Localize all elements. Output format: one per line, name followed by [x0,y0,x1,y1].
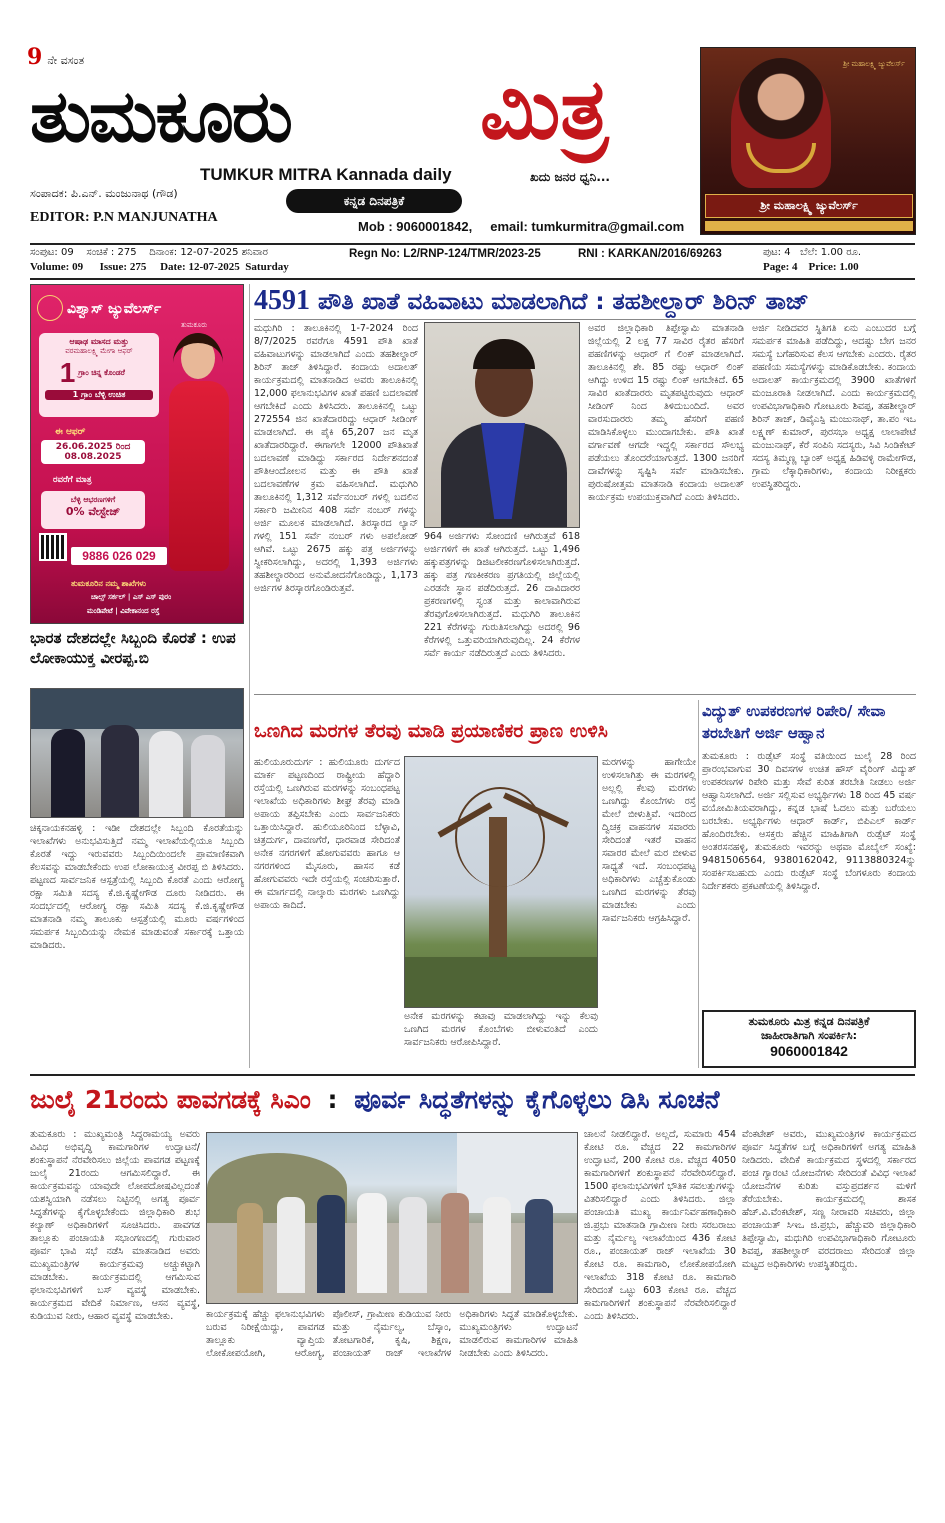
edition-badge [27,44,84,70]
vishwas-city: ತುಮಕೂರು [181,321,208,329]
story4-headline: ವಿದ್ಯುತ್ ಉಪಕರಣಗಳ ರಿಪೇರಿ/ ಸೇವಾ ತರಬೇತಿಗೆ ಅರ್ಜಿ ಆಹ್ವಾನ [702,702,886,742]
story5-headline [30,1078,915,1122]
dry-tree-photo [404,756,598,1008]
story1-photo-caption: 964 ಅರ್ಜಿಗಳು ಸೋಂದಣಿ ಆಗಿರುತ್ತವೆ 618 ಅರ್ಜಿಗಳಿಗೆ ಈ ಖಾತೆ ಆಗಿರುತ್ತದೆ. ಒಟ್ಟು 1,496 ಹಕ್ಕುಪತ್ರಗಳನ್ನು ಡಿಜಿಟಲೀಕರಣಗೊಳಿಸಲಾಗಿರುತ್ತದೆ. ಹಕ್ಕು ಪತ್ರ ಗಣಕೀಕರಣ ಪ್ರಗತಿಯಲ್ಲಿ ಜಿಲ್ಲೆಯಲ್ಲಿ ಎರಡನೇ ಸ್ಥಾನ ಪಡೆದಿರುತ್ತದೆ. 26 ದಾವಿದಾರರ ಪ್ರಕರಣಗಳಲ್ಲಿ ಸ್ವಂತ ಮತ್ತು ಕಾಲಾವಾಗಿರುವ ತೆರವುಗೊಳಿಸಲಾಗಿರುತ್ತದೆ. ಮಧುಗಿರಿ ತಾಲೂಕಿನ 221 ಕೆರೆಗಳನ್ನು ಗುರುತಿಸಲಾಗಿದ್ದು ಅದರಲ್ಲಿ 96 ಕೆರೆಗಳಲ್ಲಿ ಒತ್ತುವರಿಯಾಗಿರುವುದಿಲ್ಲ. 24 ಕೆರೆಗಳ ಸರ್ವೆ ಕಾರ್ಯ ನಡೆದಿರುತ್ತದೆ ಎಂದು ತಿಳಿಸಿದರು. [424,531,580,659]
offer-line-3: ಗ್ರಾಂ ಚಿನ್ನ ಕೊಂಡರೆ [78,368,125,377]
shirin-taj-photo [424,322,580,528]
contact-line: Mob : 9060001842, email: tumkurmitra@gmail.com [358,219,685,234]
jewellery-brand: ಶ್ರೀ ಮಹಾಲಕ್ಷ್ಮಿ ಜ್ಯುವೆಲರ್ಸ್ [705,194,913,218]
english-name: TUMKUR MITRA Kannada daily [200,165,452,184]
vishwas-phone: 9886 026 029 [71,547,167,565]
edition-number: 9 [27,44,43,70]
story-divider [254,694,916,695]
wastage-label: 0% ವೇಸ್ಟೇಜ್ [65,505,121,518]
vishwas-ad [30,284,244,624]
vishwas-brand-text: ವಿಶ್ವಾಸ್ ಜ್ಯುವೆಲರ್ಸ್ [67,301,162,317]
model-figure [159,333,239,573]
offer-label: ಈ ಆಫರ್ [55,427,86,437]
story5-headline-sep: : [327,1085,338,1114]
column-rule-2 [698,700,699,1068]
story1-col-1: ಮಧುಗಿರಿ : ತಾಲೂಕಿನಲ್ಲಿ 1-7-2024 ರಿಂದ 8/7/2025 ರವರೆಗೂ 4591 ಪೌತಿ ಖಾತೆ ವಹಿವಾಟುಗಳನ್ನು ಮಾಡಲಾಗಿದೆ ಎಂದು ತಹಶೀಲ್ದಾರ್ ಶಿರಿನ್ ತಾಜ್ ತಿಳಿಸಿದ್ದಾರೆ. ಕಂದಾಯ ಅದಾಲತ್ ಕಾರ್ಯಕ್ರಮದಲ್ಲಿ ಮಾತನಾಡಿದ ಅವರು ತಾಲೂಕಿನಲ್ಲಿ 12,000 ಫಲಾನುಭವಿಗಳ ಖಾತೆ ಪಹಣಿ ಬದಲಾವಣೆ ಆಗಬೇಕಿದೆ ಎಂದು ತಿಳಿಸಿದರು. ತಾಲೂಕಿನಲ್ಲಿ ಒಟ್ಟು 272554 ಜಿನ ಖಾತೆದಾರರಿದ್ದು ಆಧಾರ್ ಸೀಡಿಂಗ್ ಮಾಡಲಾಗಿದೆ. ಈ ಪೈಕಿ 65,207 ಜನ ಮೃತ ಖಾತೆದಾರರಿದ್ದಾರೆ. ಈಗಾಗಲೇ 12000 ಪೌತಿಖಾತೆ ಬದಲಾವಣೆ ಮಾಡಿದ್ದು ಸರ್ಕಾರದ ನಿರ್ದೇಶನದಂತೆ ಪೌತಿಆಂದೋಲನ ಮತ್ತು ಈ ಪೌತಿ ಖಾತೆ ಬದಲಾವಣೆಗಳ ಕ್ರಮ ವಹಿಸಲಾಗಿದೆ. ಮಧುಗಿರಿ ತಾಲೂಕಿನಲ್ಲಿ 1,312 ಸರ್ವೆನಂಬರ್ ಗಳಲ್ಲಿ ಬದಲಿನ ಸರ್ಕಾರಿ ಜಮೀನಿನ 408 ಸರ್ವೆ ನಂಬರ್ ಗಳನ್ನು ಅರ್ಜಿ ಮೂಲಕ ಮಾಡಲಾಗಿದೆ. ತಿರಸ್ಕಾರದ ಲ್ಯಾನ್ ಗಳಲ್ಲಿ 151 ಸರ್ವೆ ನಂಬರ್ ಗಳು ಅಪಲೋಡ್ ಆಗಿವೆ. ಒಟ್ಟು 2675 ಹಕ್ಕು ಪತ್ರ ಅರ್ಜಿಗಳನ್ನು ಸ್ವೀಕರಿಸಲಾಗಿದ್ದು, ಅದರಲ್ಲಿ 1,393 ಅರ್ಜಿಗಳು ತಹಶೀಲ್ದಾರರಿಂದ ಅನುಮೋದನೆಗೊಂಡಿದ್ದು, 1,173 ಅರ್ಜಿಗಳ ತಿರಸ್ಕಾರಗೊಂಡಿರುತ್ತವೆ. [254,323,418,594]
vishwas-brand [67,301,241,317]
offer-line-2: ವರಮಹಾಲಕ್ಷ್ಮಿ ಮೇಗಾ ಆಫರ್ [65,347,133,355]
story1-col-3: ಅವರ ಜಿಲ್ಲಾಧಿಕಾರಿ ತಿಪ್ಪೇಸ್ವಾಮಿ ಮಾತನಾಡಿ ಜಿಲ್ಲೆಯಲ್ಲಿ 2 ಲಕ್ಷ 77 ಸಾವಿರ ರೈತರ ಹೆಸರಿಗೆ ಪಹಣಿಗಳನ್ನು ಆಧಾರ್ ಗೆ ಲಿಂಕ್ ಮಾಡಲಾಗಿದೆ. ತಾಲೂಕಿನಲ್ಲಿ ಶೇ. 85 ರಷ್ಟು ಆಧಾರ್ ಲಿಂಕ್ ಆಗಿದ್ದು ಉಳಿದ 15 ರಷ್ಟು ಲಿಂಕ್ ಆಗಬೇಕಿದೆ. 65 ಸಾವಿರ ಖಾತೆದಾರರು ಮೃತಪಟ್ಟಿರುವುದು ಆಧಾರ್ ಸೀಡಿಂಗ್ ನಿಂದ ತಿಳಿದುಬಂದಿದೆ. ಅವರ ವಾರಸುದಾರರು ತಮ್ಮ ಹೆಸರಿಗೆ ಪಹಣಿ ಮಾಡಿಸಿಕೊಳ್ಳಲು ಮುಂದಾಗಬೇಕು. ಪೌತಿ ಖಾತೆ ವರ್ಗಾವಣೆ ಆಗದೇ ಇದ್ದಲ್ಲಿ ಸರ್ಕಾರದ ಸೌಲಭ್ಯ ಪಡೆಯಲು ತೊಂದರೆಯಾಗುತ್ತದೆ. 1300 ಜನರಿಗೆ ದಾವೆಗಳನ್ನು ಸೃಷ್ಟಿಸಿ ಸರ್ವೆ ಮಾಡಿಸಬೇಕು. ಪುರುಷೋತ್ತಮ ಮಾತನಾಡಿ ಕಂದಾಯ ಅದಾಲತ್ ಕಾರ್ಯಕ್ರಮ ಉಪಯುಕ್ತವಾಗಿದೆ ಎಂದು ತಿಳಿಸಿದರು. [588,323,744,503]
story2-body: ಚಿಕ್ಕನಾಯಕನಹಳ್ಳಿ : ಇಡೀ ದೇಶದಲ್ಲೇ ಸಿಬ್ಬಂದಿ ಕೊರತೆಯನ್ನು ಇಲಾಖೆಗಳು ಅನುಭವಿಸುತ್ತಿದೆ ನಮ್ಮ ಇಲಾಖೆಯಲ್ಲಿಯೂ ಸಿಬ್ಬಂದಿ ಕೊರತೆ ಇದ್ದು ಇರುವವರು ಸಿಬ್ಬಂದಿಯಿಂದಲೇ ಪ್ರಾಮಾಣಿಕವಾಗಿ ಕೆಲಸವನ್ನು ಮಾಡಬೇಕೆಂದು ಉಪ ಲೋಕಾಯುಕ್ತ ವೀರಪ್ಪ ಬಿ ತಿಳಿಸಿದರು. ಪಟ್ಟಣದ ಸಾರ್ವಜನಿಕ ಆಸ್ಪತ್ರೆಯಲ್ಲಿ ಸಿಬ್ಬಂದಿ ಕೊರತೆ ಎಂದು ಆರೋಗ್ಯ ರಕ್ಷಾ ಸಮಿತಿ ಸದಸ್ಯ ಕೆ.ಜಿ.ಕೃಷ್ಣೇಗೌಡ ದೂರು ನೀಡಿದರು. ಈ ಸಂದರ್ಭದಲ್ಲಿ ಆರೋಗ್ಯ ರಕ್ಷಾ ಸಮಿತಿ ಸದಸ್ಯ ಕೆ.ಜಿ.ಕೃಷ್ಣೇಗೌಡ ಮಾತನಾಡಿ ನಮ್ಮ ತಾಲೂಕು ಆಸ್ಪತ್ರೆಯಲ್ಲಿ ಮೂರು ವರ್ಷಗಳಿಂದ ಸಮರ್ಪಕ ಸಿಬ್ಬಂದಿಯನ್ನು ನೇಮಕ ಮಾಡುವಂತೆ ಸರ್ಕಾರಕ್ಕೆ ಒತ್ತಾಯ ಮಾಡಿದರು. [30,823,244,951]
regn-number: Regn No: L2/RNP-124/TMR/2023-25 [349,248,541,260]
editor-english: EDITOR: P.N MANJUNATHA [30,210,218,225]
infobar-bottom-rule [30,278,915,280]
ad-box-line-1: ತುಮಕೂರು ಮಿತ್ರ ಕನ್ನಡ ದಿನಪತ್ರಿಕೆ [748,1015,870,1028]
story1-headline-number: 4591 [254,285,310,316]
jewellery-ad-top [700,47,916,235]
story5-col-3: ಚಾಲನೆ ನೀಡಲಿದ್ದಾರೆ. ಅಲ್ಲದೆ, ಸುಮಾರು 454 ಕೋಟಿ ರೂ. ವೆಚ್ಚದ 22 ಕಾಮಗಾರಿಗಳ ಉದ್ಘಾಟನೆ, 200 ಕೋಟಿ ರೂ. ವೆಚ್ಚದ 4050 ಕಾಮಗಾರಿಗಳಿಗೆ ಶಂಕುಸ್ಥಾಪನೆ ನೆರವೇರಿಸಲಿದ್ದಾರೆ. 1500 ಫಲಾನುಭವಿಗಳಿಗೆ ಭೌತಿಕ ಸವಲತ್ತುಗಳನ್ನು ವಿತರಿಸಲಿದ್ದಾರೆ ಎಂದು ತಿಳಿಸಿದರು. ಜಿಲ್ಲಾ ಪಂಚಾಯತಿ ಮುಖ್ಯ ಕಾರ್ಯನಿರ್ವಹಣಾಧಿಕಾರಿ ಜಿ.ಪ್ರಭು ಮಾತನಾಡಿ ಗ್ರಾಮೀಣ ನೀರು ಸರಬರಾಜು ಮತ್ತು ನೈರ್ಮಲ್ಯ ಇಲಾಖೆಯಿಂದ 436 ಕೋಟಿ ರೂ., ಪಂಚಾಯತ್ ರಾಜ್ ಇಲಾಖೆಯ 30 ಕೋಟಿ ರೂ. ಕಾಮಗಾರಿ, ಲೋಕೋಪಯೋಗಿ ಇಲಾಖೆಯ 318 ಕೋಟಿ ರೂ. ಕಾಮಗಾರಿ ಸೇರಿದಂತೆ ಒಟ್ಟು 603 ಕೋಟಿ ರೂ. ವೆಚ್ಚದ ಕಾಮಗಾರಿಗಳಿಗೆ ಶಂಕುಸ್ಥಾಪನೆ ನೆರವೇರಿಸಲಿದ್ದಾರೆ ಎಂದು ತಿಳಿಸಿದರು. [584,1129,736,1322]
story3-photo-caption: ಅನೇಕ ಮರಗಳನ್ನು ಕಟಾವು ಮಾಡಲಾಗಿದ್ದು ಇನ್ನು ಕೆಲವು ಒಣಗಿದ ಮರಗಳ ಕೊಂಬೆಗಳು ಬೀಳುವಂತಿದೆ ಎಂದು ಸಾರ್ವಜನಿಕರು ಆರೋಪಿಸಿದ್ದಾರೆ. [404,1011,598,1048]
infobar-kn: ಸಂಪುಟ: 09 ಸಂಚಿಕೆ : 275 ದಿನಾಂಕ: 12-07-2025 ಶನಿವಾರ [30,247,268,258]
branches-title: ತುಮಕೂರಿನ ನಮ್ಮ ಶಾಖೆಗಳು [71,579,147,588]
story1-col-4: ಅರ್ಜಿ ನೀಡಿದವರ ಸ್ಥಿತಿಗತಿ ಏನು ಎಂಬುದರ ಬಗ್ಗೆ ಸಮರ್ಪಕ ಮಾಹಿತಿ ಪಡೆದಿದ್ದು, ಆದಷ್ಟು ಬೇಗ ಜನರ ಸಮಸ್ಯೆ ಬಗೆಹರಿಸುವ ಕೆಲಸ ಆಗಬೇಕು ಎಂದರು. ರೈತರ ಪಹಣಿಯ ಸಮಸ್ಯೆಗಳನ್ನು ಮಾಡಿಕೊಡಬೇಕು. ಕಂದಾಯ ಅದಾಲತ್ ಕಾರ್ಯಕ್ರಮದಲ್ಲಿ 3900 ಖಾತೆಗಳಿಗೆ ಮಂಜೂರಾತಿ ನೀಡಲಾಗಿದೆ. ಎಂದು ಕಾರ್ಯಕ್ರಮದಲ್ಲಿ ಉಪವಿಭಾಗಾಧಿಕಾರಿ ಗೋಟೂರು ಶಿವಪ್ಪ, ತಹಶೀಲ್ದಾರ್ ಶಿರಿನ್ ತಾಜ್, ಡಿವೈಎಸ್ಪಿ ಮಂಜುನಾಥ್, ತಾ.ಪಂ ಇಒ ಲಕ್ಷ್ಮಣ್ ಕುಮಾರ್, ಪುರಸಭಾ ಅಧ್ಯಕ್ಷ ಲಾಲಾಪೇಟೆ ಮಂಜುನಾಥ್, ಕೆರೆ ಸಂಪಿನಿ ಸದಸ್ಯರು, ಸಿವಿ ಸಿಂಡಿಕೇಟ್ ಸದಸ್ಯ ತಿಮ್ಮಣ್ಣ ಬ್ಯಾಂಕ್ ಅಧ್ಯಕ್ಷ ಹಿಡಿವಳ್ಳಿ ರಾಮೇಗೌಡ, ಗ್ರಾಮ ಲೆಕ್ಕಾಧಿಕಾರಿಗಳು, ಕಂದಾಯ ನಿರೀಕ್ಷಕರು ಉಪಸ್ಥಿತರಿದ್ದರು. [752,323,916,490]
story4-body: ತುಮಕೂರು : ರುಡ್ಸೆಟ್ ಸಂಸ್ಥೆ ವತಿಯಿಂದ ಜುಲೈ 28 ರಿಂದ ಪ್ರಾರಂಭವಾಗುವ 30 ದಿವಸಗಳ ಉಚಿತ ಹೌಸ್ ವೈರಿಂಗ್ ವಿದ್ಯುತ್ ಉಪಕರಣಗಳ ರಿಪೇರಿ ಮತ್ತು ಸೇವೆ ಕುರಿತ ತರಬೇತಿ ನೀಡಲು ಅರ್ಜಿ ಆಹ್ವಾನಿಸಲಾಗಿದೆ. ಅರ್ಜಿ ಸಲ್ಲಿಸುವ ಅಭ್ಯರ್ಥಿಗಳು 18 ರಿಂದ 45 ವರ್ಷ ವಯೋಮಿತಿಯವರಾಗಿದ್ದು, ಕನ್ನಡ ಭಾಷೆ ಓದಲು ಮತ್ತು ಬರೆಯಲು ಬರಬೇಕು. ಅಭ್ಯರ್ಥಿಗಳು ಆಧಾರ್ ಕಾರ್ಡ್, ಬಿಪಿಎಲ್ ಕಾರ್ಡ್ ಹೊಂದಿರಬೇಕು. ಆಸಕ್ತರು ಹೆಚ್ಚಿನ ಮಾಹಿತಿಗಾಗಿ ರುಡ್ಸೆಟ್ ಸಂಸ್ಥೆ ಅಂತರಸನಹಳ್ಳಿ, ತುಮಕೂರು ಇವರನ್ನು ಅಥವಾ ಮೊಬೈಲ್ ಸಂಖ್ಯೆ: 9481506564, 9380162042, 9113880324ನ್ನು ಸಂಪರ್ಕಿಸಬಹುದು ಎಂದು ರುಡ್ಸೆಟ್ ಸಂಸ್ಥೆ ಬೆಂಗಳೂರು ಕಂದಾಯ ನಿರ್ದೇಶಕರು ಪ್ರಕಟಣೆಯಲ್ಲಿ ತಿಳಿಸಿದ್ದಾರೆ. [702,751,916,892]
editor-kannada: ಸಂಪಾದಕ: ಪಿ.ಎನ್. ಮಂಜುನಾಥ (ಗೌಡ) [30,187,178,200]
story2-headline: ಭಾರತ ದೇಶದಲ್ಲೇ ಸಿಬ್ಬಂದಿ ಕೊರತೆ : ಉಪ ಲೋಕಾಯುಕ್ತ ವೀರಪ್ಪ.ಬಿ [30,629,236,667]
cm-visit-photo [206,1132,578,1304]
infobar-en: Volume: 09 Issue: 275 Date: 12-07-2025 Saturday [30,261,289,273]
offer-gram: 1 [59,357,76,388]
jewellery-logo: ಶ್ರೀ ಮಹಾಲಕ್ಷ್ಮಿ ಜ್ಯುವೆಲರ್ಸ್ [843,60,905,68]
infobar-page-kn: ಪುಟ: 4 ಬೆಲೆ: 1.00 ರೂ. [763,247,862,258]
story3-col-3: ಮರಗಳನ್ನು ಹಾಗೇಯೇ ಉಳಿಸಲಾಗಿತ್ತು ಈ ಮರಗಳಲ್ಲಿ ಅಲ್ಲಲ್ಲಿ ಕೆಲವು ಮರಗಳು ಒಣಗಿದ್ದು ಕೊಂಬೆಗಳು ರಸ್ತೆ ಮೇಲೆ ಬೀಳುತ್ತಿವೆ. ಇದರಿಂದ ದ್ವಿಚಕ್ರ ವಾಹನಗಳ ಸವಾರರು ಸೇರಿದಂತೆ ಇತರೆ ವಾಹನ ಸವಾರರ ಮೇಲೆ ಮರ ಬೀಳುವ ಸಾಧ್ಯತೆ ಇದೆ. ಸಂಬಂಧಪಟ್ಟ ಅಧಿಕಾರಿಗಳು ಎಚ್ಚೆತ್ತುಕೊಂಡು ಒಣಗಿದ ಮರಗಳನ್ನು ತೆರವು ಮಾಡಬೇಕು ಎಂದು ಸಾರ್ವಜನಿಕರು ಆಗ್ರಹಿಸಿದ್ದಾರೆ. [602,757,696,924]
branch-line-1: ಚಾಲ್ಸ್ ಸರ್ಕಲ್ | ಎಸ್ ಎಸ್ ಪುರಂ [91,593,172,601]
title-part-2: ಮಿತ್ರ [480,60,609,158]
story1-headline [254,284,916,318]
edition-suffix: ನೇ ವಸಂತ [47,54,85,67]
infobar-page-en: Page: 4 Price: 1.00 [763,261,859,273]
tagline: ಖದು ಜನರ ಧ್ವನಿ... [530,170,610,184]
offer-dates [41,440,145,464]
offer-date-1: 26.06.2025 ರಿಂದ [55,442,131,452]
story5-photo-caption: ಕಾರ್ಯಕ್ರಮಕ್ಕೆ ಹೆಚ್ಚು ಫಲಾನುಭವಿಗಳು ಬರುವ ನಿರೀಕ್ಷೆಯಿದ್ದು, ಪಾವಗಡ ತಾಲ್ಲೂಕು ವ್ಯಾಪ್ತಿಯ ಲೋಕೋಪಯೋಗಿ, ಆರೋಗ್ಯ, ಪೊಲೀಸ್, ಗ್ರಾಮೀಣ ಕುಡಿಯುವ ನೀರು ಮತ್ತು ನೈರ್ಮಲ್ಯ, ಬೆಸ್ಕಾಂ, ತೋಟಗಾರಿಕೆ, ಕೃಷಿ, ಶಿಕ್ಷಣ, ಪಂಚಾಯತ್ ರಾಜ್ ಇಲಾಖೆಗಳ ಅಧಿಕಾರಿಗಳು ಸಿದ್ಧತೆ ಮಾಡಿಕೊಳ್ಳಬೇಕು. ಮುಖ್ಯಮಂತ್ರಿಗಳು ಉದ್ಘಾಟನೆ ಮಾಡಲಿರುವ ಕಾಮಗಾರಿಗಳ ಮಾಹಿತಿ ನೀಡಬೇಕು ಎಂದು ತಿಳಿಸಿದರು. [206,1309,578,1359]
rni-number: RNI : KARKAN/2016/69263 [578,248,722,260]
column-rule-1 [249,284,250,1068]
kannada-daily-badge: ಕನ್ನಡ ದಿನಪತ್ರಿಕೆ [286,189,462,213]
ad-box-phone: 9060001842 [770,1043,848,1059]
silver-label: ಬೆಳ್ಳಿ ಆಭರಣಗಳಿಗೆ [70,495,116,504]
story1-headline-text: ಪೌತಿ ಖಾತೆ ವಹಿವಾಟು ಮಾಡಲಾಗಿದೆ : ತಹಶೀಲ್ದಾರ್ ಶಿರಿನ್ ತಾಜ್ [318,289,809,315]
lokayukta-photo [30,688,244,818]
story3-col-1: ಹುಲಿಯೂರುದುರ್ಗ : ಹುಲಿಯೂರು ದುರ್ಗದ ಮಾರ್ಕ ಪಟ್ಟಣದಿಂದ ರಾಷ್ಟ್ರೀಯ ಹೆದ್ದಾರಿ ರಸ್ತೆಯಲ್ಲಿ ಒಣಗಿರುವ ಮರಗಳನ್ನು ಸಂಬಂಧಪಟ್ಟ ಇಲಾಖೆಯ ಅಧಿಕಾರಿಗಳು ಶೀಘ್ರ ತೆರವು ಮಾಡಿ ಅಪಾಯ ತಪ್ಪಿಸಬೇಕು ಎಂದು ಸಾರ್ವಜನಿಕರು ಒತ್ತಾಯಿಸಿದ್ದಾರೆ. ಹುಲಿಯೂರಿನಿಂದ ಬೆಳ್ಳಾವಿ, ಚಿತ್ರದುರ್ಗ, ದಾವಣಗೆರೆ, ಧಾರವಾಡ ಸೇರಿದಂತೆ ಅನೇಕ ನಗರಗಳಿಗೆ ಹೋಗುವವರು ಹಾಗೂ ಆ ನಗರಗಳಿಂದ ಮೈಸೂರು, ಹಾಸನ ಕಡೆ ಹೋಗುವವರು ಇದೇ ರಸ್ತೆಯಲ್ಲಿ ಸಂಚರಿಸುತ್ತಾರೆ. ಈ ಮಾರ್ಗದಲ್ಲಿ ನಾಲ್ಕಾರು ಮರಗಳು ಒಣಗಿದ್ದು ಅಪಾಯ ಕಾದಿದೆ. [254,757,400,911]
story5-col-4: ವೆಂಕಟೇಶ್ ಅವರು, ಮುಖ್ಯಮಂತ್ರಿಗಳ ಕಾರ್ಯಕ್ರಮದ ಪೂರ್ವ ಸಿದ್ಧತೆಗಳ ಬಗ್ಗೆ ಅಧಿಕಾರಿಗಳಿಗೆ ಅಗತ್ಯ ಮಾಹಿತಿ ನೀಡಿದರು. ವೇದಿಕೆ ಕಾರ್ಯಕ್ರಮದ ಸ್ಥಳದಲ್ಲಿ ಸರ್ಕಾರದ ಪಂಚ ಗ್ಯಾರಂಟಿ ಯೋಜನೆಗಳು ಸೇರಿದಂತೆ ವಿವಿಧ ಇಲಾಖೆ ಯೋಜನೆಗಳ ಕುರಿತು ವಸ್ತುಪ್ರದರ್ಶನ ಮಳಿಗೆ ತೆರೆಯಬೇಕು. ಕಾರ್ಯಕ್ರಮದಲ್ಲಿ ಶಾಸಕ ಹೆಚ್.ವಿ.ವೆಂಕಟೇಶ್, ಸಣ್ಣ ನೀರಾವರಿ ಸಚಿವರು, ಜಿಲ್ಲಾ ಪಂಚಾಯತ್ ಸಿಇಒ ಜಿ.ಪ್ರಭು, ಹೆಚ್ಚುವರಿ ಜಿಲ್ಲಾಧಿಕಾರಿ ತಿಪ್ಪೇಸ್ವಾಮಿ, ಮಧುಗಿರಿ ಉಪವಿಭಾಗಾಧಿಕಾರಿ ಗೋಟೂರು ಶಿವಪ್ಪ, ತಹಶೀಲ್ದಾರ್ ವರದರಾಜು ಸೇರಿದಂತೆ ಜಿಲ್ಲಾ ಮಟ್ಟದ ಅಧಿಕಾರಿಗಳು ಉಪಸ್ಥಿತರಿದ್ದರು. [742,1129,916,1270]
silver-wastage-panel [41,491,145,529]
offer-line-4: 1 ಗ್ರಾಂ ಬೆಳ್ಳಿ ಉಚಿತ [45,390,153,400]
offer-date-2: 08.08.2025 [64,452,122,462]
ad-box-line-2: ಜಾಹೀರಾತಿಗಾಗಿ ಸಂಪರ್ಕಿಸಿ: [760,1029,858,1042]
story3-headline: ಒಣಗಿದ ಮರಗಳ ತೆರವು ಮಾಡಿ ಪ್ರಯಾಣಿಕರ ಪ್ರಾಣ ಉಳಿಸಿ [254,720,608,742]
branch-line-2: ಮಂಡಿಪೇಟೆ | ವಿವೇಕಾನಂದ ರಸ್ತೆ [87,607,160,615]
ad-contact-box [702,1010,916,1068]
story5-headline-left: ಜುಲೈ 21ರಂದು ಪಾವಗಡಕ್ಕೆ ಸಿಎಂ [30,1085,311,1114]
title-part-1: ತುಮಕೂರು [30,74,291,158]
offer-date-3: ರವರೆಗೆ ಮಾತ್ರ [53,475,92,485]
offer-line-1: ಆಷಾಢ ಮಾಸದ ಮತ್ತು [69,337,129,346]
story5-col-1: ತುಮಕೂರು : ಮುಖ್ಯಮಂತ್ರಿ ಸಿದ್ದರಾಮಯ್ಯ ಅವರು ವಿವಿಧ ಅಭಿವೃದ್ಧಿ ಕಾಮಗಾರಿಗಳ ಉದ್ಘಾಟನೆ/ ಶಂಕುಸ್ಥಾಪನೆ ನೆರವೇರಿಸಲು ಜಿಲ್ಲೆಯ ಪಾವಗಡ ಪಟ್ಟಣಕ್ಕೆ ಜುಲೈ 21ರಂದು ಆಗಮಿಸಲಿದ್ದಾರೆ. ಈ ಕಾರ್ಯಕ್ರಮವನ್ನು ಯಾವುದೇ ಲೋಪದೋಷವಿಲ್ಲದಂತೆ ಯಶಸ್ವಿಯಾಗಿ ನಡೆಸಲು ನಿಟ್ಟಿನಲ್ಲಿ ಅಗತ್ಯ ಪೂರ್ವ ಸಿದ್ಧತೆಗಳನ್ನು ಕೈಗೊಳ್ಳಬೇಕೆಂದು ಜಿಲ್ಲಾಧಿಕಾರಿ ಶುಭ ಕಲ್ಯಾಣ್ ಅಧಿಕಾರಿಗಳಿಗೆ ಸೂಚಿಸಿದರು. ಪಾವಗಡ ತಾಲ್ಲೂಕು ಪಂಚಾಯತಿ ಸಭಾಂಗಣದಲ್ಲಿ ಗುರುವಾರ ಪೂರ್ವ ಭಾವಿ ಸಭೆ ನಡೆಸಿ ಮಾತನಾಡಿದ ಅವರು ಮುಖ್ಯಮಂತ್ರಿಗಳ ಕಾರ್ಯಕ್ರಮವು ಅಚ್ಚುಕಟ್ಟಾಗಿ ಮಾಡಬೇಕು. ಕಾರ್ಯಕ್ರಮದಲ್ಲಿ ಆಗಮಿಸುವ ಫಲಾನುಭವಿಗಳಿಗೆ ಬಸ್ ವ್ಯವಸ್ಥೆ ಮಾಡಬೇಕು. ಕಾರ್ಯಕ್ರಮದ ವೇದಿಕೆ ನಿರ್ಮಾಣ, ಆಸನ ವ್ಯವಸ್ಥೆ, ಕುಡಿಯುವ ನೀರು, ಆಹಾರ ವ್ಯವಸ್ಥೆ ಮಾಡಬೇಕು. [30,1129,200,1322]
story1-rule [254,319,916,320]
qr-code [39,533,67,561]
vishwas-logo [37,295,63,321]
infobar [30,245,915,277]
story5-top-rule [30,1074,915,1076]
offer-panel [39,333,159,417]
story5-headline-right: ಪೂರ್ವ ಸಿದ್ಧತೆಗಳನ್ನು ಕೈಗೊಳ್ಳಲು ಡಿಸಿ ಸೂಚನೆ [354,1085,720,1114]
